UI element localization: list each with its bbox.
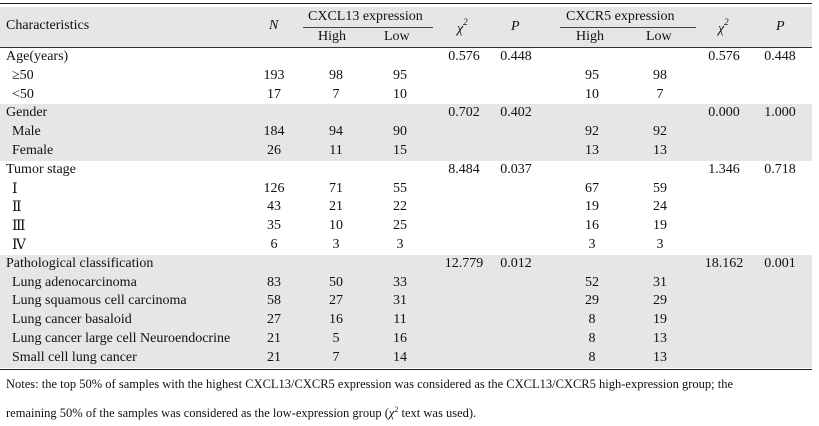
table-notes (6, 371, 812, 426)
cell-h2: 52 (585, 274, 599, 290)
cell-x1: 0.576 (448, 49, 480, 64)
cell-p1: 0.402 (500, 105, 532, 121)
header-chi-square-1: $\chi^2$ (457, 17, 468, 37)
row-label: Lung cancer basaloid (12, 312, 132, 328)
notes-line-1: Notes: the top 50% of samples with the highest CXCL13/CXCR5 expression was considered as the CXCL13/CXCR5 high-expression group; the (6, 377, 734, 391)
cell-h2: 13 (585, 143, 599, 158)
table-row (0, 330, 812, 349)
cell-l2: 3 (656, 237, 664, 252)
cell-h2: 3 (588, 237, 596, 252)
table-row (0, 104, 812, 123)
row-label: Gender (6, 105, 48, 121)
row-label: Small cell lung cancer (12, 349, 137, 365)
row-label: Lung cancer large cell Neuroendocrine (12, 331, 231, 346)
row-label: Age(years) (6, 49, 69, 64)
table-row (0, 349, 812, 368)
cell-h2: 8 (588, 331, 596, 346)
cell-h1: 21 (329, 199, 343, 215)
table-row (0, 67, 812, 86)
row-label: ≥50 (12, 67, 34, 83)
cell-p2: 0.001 (764, 255, 796, 271)
cell-h1: 71 (329, 180, 343, 196)
cell-l1: 33 (393, 274, 407, 290)
cell-h2: 8 (588, 312, 596, 328)
cell-x2: 0.000 (708, 105, 740, 121)
header-cxcl13-high: High (318, 29, 346, 44)
cell-h1: 11 (329, 143, 343, 158)
table-row (0, 48, 812, 67)
row-label: Ⅰ (12, 181, 18, 197)
cell-l2: 7 (656, 86, 664, 102)
cell-p2: 0.718 (764, 161, 796, 177)
cell-l2: 13 (653, 143, 667, 158)
table-row (0, 311, 812, 330)
header-cxcr5-group: CXCR5 expression (566, 9, 675, 24)
header-characteristics: Characteristics (6, 18, 90, 33)
cell-h1: 16 (329, 312, 343, 328)
row-label: Ⅳ (12, 238, 26, 253)
cell-l2: 13 (653, 331, 667, 346)
cell-h2: 19 (585, 199, 599, 215)
cell-l1: 3 (396, 237, 404, 252)
header-cxcr5-high: High (576, 29, 604, 44)
row-label: Pathological classification (6, 255, 154, 271)
header-p-2: P (776, 19, 785, 34)
cell-h2: 29 (585, 293, 599, 309)
cell-p1: 0.037 (500, 161, 532, 177)
cell-l2: 13 (653, 349, 667, 365)
header-chi-square-2: $\chi^2$ (718, 17, 729, 37)
cell-x1: 12.779 (444, 255, 484, 271)
cell-n: 58 (267, 293, 281, 309)
cell-h1: 3 (332, 237, 340, 252)
table-row (0, 180, 812, 199)
cxcl13-group-rule (303, 27, 433, 28)
cell-l2: 19 (653, 312, 667, 328)
cell-x1: 8.484 (448, 161, 480, 177)
table-bottom-rule (0, 369, 812, 370)
cell-h1: 5 (332, 331, 340, 346)
cell-h1: 10 (329, 218, 343, 234)
row-label: Tumor stage (6, 161, 76, 177)
cell-n: 126 (263, 180, 285, 196)
cell-l2: 29 (653, 293, 667, 309)
cell-p1: 0.448 (500, 49, 532, 64)
table-row (0, 255, 812, 274)
cell-l2: 98 (653, 67, 667, 83)
cell-l1: 90 (393, 124, 407, 140)
cell-n: 83 (267, 274, 281, 290)
table-row (0, 236, 812, 255)
cell-h2: 67 (585, 180, 599, 196)
cell-l1: 25 (393, 218, 407, 234)
table-row (0, 217, 812, 236)
cell-n: 21 (267, 331, 281, 346)
cell-h2: 10 (585, 86, 599, 102)
cell-n: 35 (267, 218, 281, 234)
cell-x1: 0.702 (448, 105, 480, 121)
cell-h2: 92 (585, 124, 599, 140)
cell-l1: 10 (393, 86, 407, 102)
cell-l1: 11 (393, 312, 407, 328)
row-label: <50 (12, 86, 34, 102)
table-row (0, 198, 812, 217)
cell-l1: 31 (393, 293, 407, 309)
cell-n: 26 (267, 143, 281, 158)
header-n: N (269, 18, 279, 33)
cell-l1: 55 (393, 180, 407, 196)
cell-h1: 50 (329, 274, 343, 290)
header-cxcl13-low: Low (384, 29, 410, 44)
cell-l2: 24 (653, 199, 667, 215)
cell-l1: 22 (393, 199, 407, 215)
cell-l2: 19 (653, 218, 667, 234)
cell-n: 6 (270, 237, 278, 252)
cell-l2: 92 (653, 124, 667, 140)
cell-l1: 16 (393, 331, 407, 346)
table-row (0, 86, 812, 105)
cell-p1: 0.012 (500, 255, 532, 271)
cell-x2: 18.162 (704, 255, 744, 271)
cell-l1: 14 (393, 349, 407, 365)
table-top-rule (0, 3, 812, 4)
notes-line-2: remaining 50% of the samples was considered as the low-expression group ($\chi^2$ text was used). (6, 405, 477, 421)
cell-h1: 7 (332, 349, 340, 365)
row-label: Female (12, 143, 54, 158)
cell-p2: 0.448 (764, 49, 796, 64)
cell-n: 43 (267, 199, 281, 215)
cell-n: 17 (267, 86, 281, 102)
cell-h1: 7 (332, 86, 340, 102)
cell-h2: 95 (585, 67, 599, 83)
table-row (0, 274, 812, 293)
cxcr5-group-rule (560, 27, 696, 28)
cell-h1: 98 (329, 67, 343, 83)
cell-h1: 94 (329, 124, 343, 140)
cell-n: 193 (263, 67, 285, 83)
cell-x2: 1.346 (708, 161, 740, 177)
cell-x2: 0.576 (708, 49, 740, 64)
cell-l2: 59 (653, 180, 667, 196)
row-label: Lung adenocarcinoma (12, 274, 137, 290)
row-label: Ⅱ (12, 200, 22, 216)
table-row (0, 123, 812, 142)
row-label: Ⅲ (12, 219, 26, 235)
cell-n: 27 (267, 312, 281, 328)
table-row (0, 292, 812, 311)
table-row (0, 161, 812, 180)
cell-h2: 16 (585, 218, 599, 234)
row-label: Male (12, 124, 41, 140)
header-cxcl13-group: CXCL13 expression (308, 9, 423, 24)
cell-l2: 31 (653, 274, 667, 290)
cell-l1: 15 (393, 143, 407, 158)
header-p-1: P (511, 19, 520, 34)
cell-n: 184 (263, 124, 285, 140)
cell-n: 21 (267, 349, 281, 365)
cell-h1: 27 (329, 293, 343, 309)
header-cxcr5-low: Low (646, 29, 672, 44)
row-label: Lung squamous cell carcinoma (12, 293, 187, 309)
cell-l1: 95 (393, 67, 407, 83)
cell-p2: 1.000 (764, 105, 796, 121)
table-row (0, 142, 812, 161)
cell-h2: 8 (588, 349, 596, 365)
